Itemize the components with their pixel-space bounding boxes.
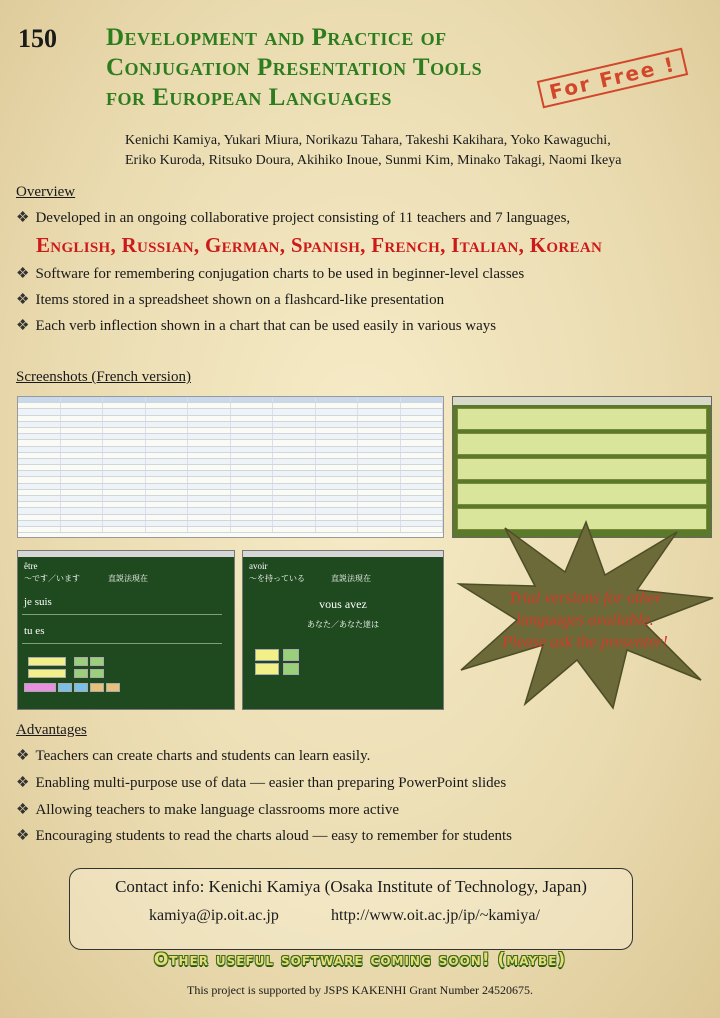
callout-line-3: Please ask the presenter!: [502, 632, 668, 651]
poster-number: 150: [18, 24, 57, 53]
flashcard-screenshot-etre: [17, 550, 235, 710]
overview-bullet-text: Software for remembering conjugation charts to be used in beginner-level classes: [35, 266, 525, 282]
board-subject: あなた／あなた達は: [307, 620, 379, 629]
overview-bullet-text: Developed in an ongoing collaborative project consisting of 11 teachers and 7 languages,: [35, 210, 571, 226]
board-gloss: 〜を持っている: [249, 574, 305, 583]
overview-bullet-1: [16, 208, 570, 227]
screenshots-heading: Screenshots (French version): [16, 369, 191, 385]
author-line-1: Kenichi Kamiya, Yukari Miura, Norikazu Tahara, Takeshi Kakihara, Yoko Kawaguchi,: [125, 133, 611, 148]
contact-url-link[interactable]: http://www.oit.ac.jp/ip/~kamiya/: [331, 907, 540, 924]
board-line-2: tu es: [24, 625, 45, 637]
bullet-mark-icon: ❖: [16, 775, 30, 791]
board-gloss: 〜です／います: [24, 574, 80, 583]
board-tense: 直説法現在: [331, 574, 371, 583]
spreadsheet-screenshot: [17, 396, 444, 538]
advantage-bullet-text: Encouraging students to read the charts aloud — easy to remember for students: [35, 828, 512, 844]
overview-bullet-4: [16, 316, 496, 335]
contact-email-link[interactable]: kamiya@ip.oit.ac.jp: [149, 907, 279, 924]
overview-bullet-2: [16, 264, 524, 283]
board-line-1: je suis: [24, 596, 52, 608]
bullet-mark-icon: ❖: [16, 210, 30, 226]
poster-title-line-3: for European Languages: [106, 84, 392, 111]
author-line-2: Eriko Kuroda, Ritsuko Doura, Akihiko Inoue, Sunmi Kim, Minako Takagi, Naomi Ikeya: [125, 153, 622, 168]
advantage-bullet-text: Teachers can create charts and students can learn easily.: [35, 748, 371, 764]
bullet-mark-icon: ❖: [16, 828, 30, 844]
bullet-mark-icon: ❖: [16, 802, 30, 818]
overview-bullet-text: Each verb inflection shown in a chart that can be used easily in various ways: [35, 318, 497, 334]
bullet-mark-icon: ❖: [16, 748, 30, 764]
callout-line-2: languages available.: [516, 610, 654, 629]
bullet-mark-icon: ❖: [16, 318, 30, 334]
poster-title-line-1: Development and Practice of: [106, 24, 447, 51]
contact-info: Contact info: Kenichi Kamiya (Osaka Institute of Technology, Japan): [115, 877, 587, 896]
for-free-stamp: For Free !: [537, 48, 688, 109]
board-verb: avoir: [249, 561, 268, 571]
overview-bullet-3: [16, 290, 444, 309]
overview-bullet-text: Items stored in a spreadsheet shown on a flashcard-like presentation: [35, 292, 445, 308]
funding-note: This project is supported by JSPS KAKENHI Grant Number 24520675.: [187, 983, 533, 997]
language-list: English, Russian, German, Spanish, French, Italian, Korean: [36, 233, 603, 257]
flashcard-screenshot-avoir: [242, 550, 444, 710]
board-center-form: vous avez: [319, 597, 367, 611]
callout-line-1: Trial versions for other: [508, 588, 662, 607]
advantage-bullet-1: [16, 746, 370, 765]
bullet-mark-icon: ❖: [16, 292, 30, 308]
advantage-bullet-2: [16, 773, 506, 792]
coming-soon-banner: Other useful software coming soon! (maybe): [153, 950, 567, 970]
advantages-heading: Advantages: [16, 722, 87, 738]
advantage-bullet-text: Allowing teachers to make language classrooms more active: [35, 802, 400, 818]
bullet-mark-icon: ❖: [16, 266, 30, 282]
advantage-bullet-4: [16, 826, 512, 845]
poster-title-line-2: Conjugation Presentation Tools: [106, 54, 483, 81]
board-verb: être: [24, 561, 38, 571]
overview-heading: Overview: [16, 184, 76, 200]
board-tense: 直説法現在: [108, 574, 148, 583]
advantage-bullet-text: Enabling multi-purpose use of data — easier than preparing PowerPoint slides: [35, 775, 507, 791]
app-list-screenshot: [452, 396, 712, 538]
star-callout-text: [475, 587, 695, 653]
author-list: [125, 131, 705, 171]
advantage-bullet-3: [16, 800, 399, 819]
